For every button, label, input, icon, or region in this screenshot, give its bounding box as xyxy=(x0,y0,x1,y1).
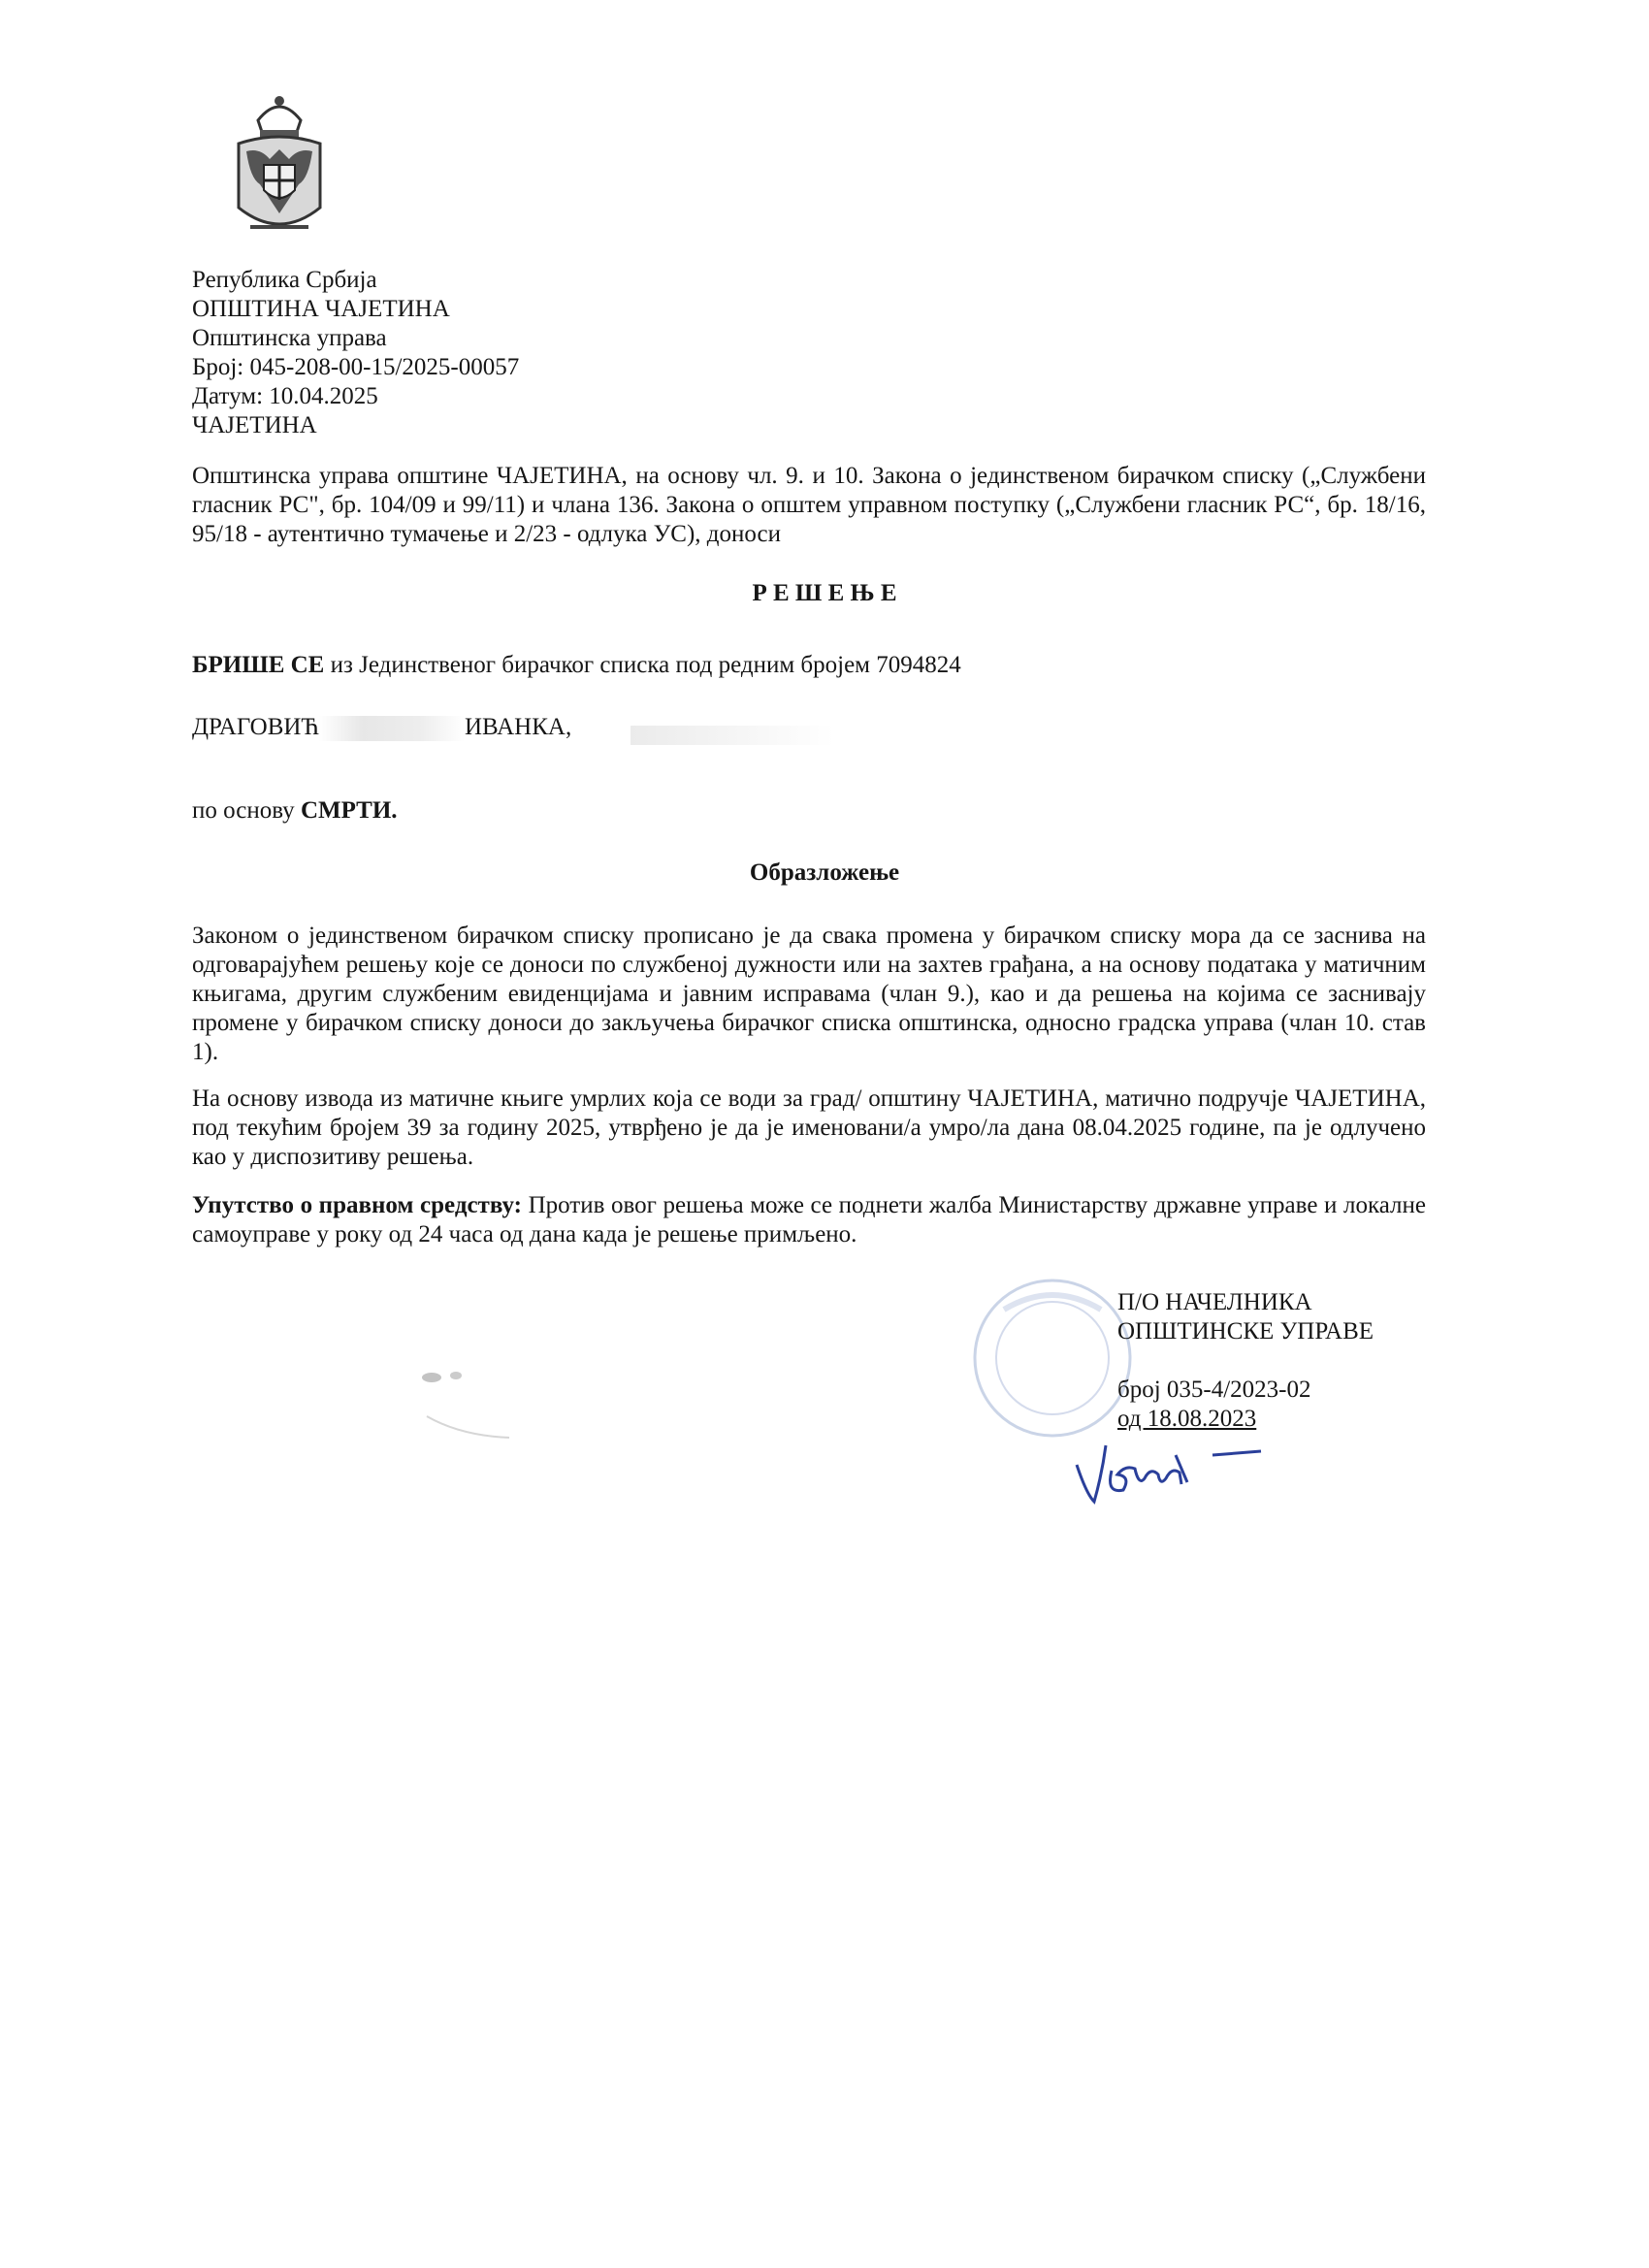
decision-title: Р Е Ш Е Њ Е xyxy=(752,580,897,606)
official-stamp xyxy=(965,1271,1140,1445)
decision-line xyxy=(192,652,961,679)
basis-line xyxy=(192,797,398,825)
preamble: Општинска управа општине ЧАЈЕТИНА, на основу чл. 9. и 10. Закона о јединственом бирачком списку („Службени гласник РС", бр. 104/09 и 99/11) и члана 136. Закона о општем управном поступку („Службени гласник РС“, бр. 18/16, 95/18 - аутентично тумачење и 2/23 - одлука УС), доноси xyxy=(192,463,1426,547)
document-place: ЧАЈЕТИНА xyxy=(192,412,317,438)
signatory-title-1: П/О НАЧЕЛНИКА xyxy=(1117,1289,1312,1315)
handwritten-signature xyxy=(1067,1426,1300,1513)
redacted-middle-name xyxy=(319,716,465,741)
legal-remedy-label: Упутство о правном средству: xyxy=(192,1192,522,1218)
coat-of-arms-emblem xyxy=(231,91,328,241)
country-name: Република Србија xyxy=(192,267,377,293)
person-firstname: ИВАНКА, xyxy=(464,714,572,740)
explanation-paragraph-2: На основу извода из матичне књиге умрлих која се води за град/ општину ЧАЈЕТИНА, матично подручје ЧАЈЕТИНА, под текућим бројем 39 за годину 2025, утврђено је да је именовани/а умро/ла дана 08.04.2025 године, па је одлучено као у диспозитиву решења. xyxy=(192,1085,1426,1170)
signatory-title-2: ОПШТИНСКЕ УПРАВЕ xyxy=(1117,1318,1374,1345)
person-name-line xyxy=(192,714,571,741)
legal-remedy-paragraph xyxy=(192,1191,1426,1249)
scan-smudge xyxy=(412,1358,529,1445)
signature-block xyxy=(1117,1288,1374,1434)
person-surname: ДРАГОВИЋ xyxy=(192,714,319,740)
explanation-title: Образложење xyxy=(749,859,900,886)
administration-name: Општинска управа xyxy=(192,325,387,351)
explanation-paragraph-1: Законом о јединственом бирачком списку прописано је да свака промена у бирачком списку мора да се заснива на одговарајућем решењу које се доноси по службеној дужности или на захтев грађана, а на основу података у матичним књигама, другим службеним евиденцијама и јавним исправама (члан 9.), као и да решења на којима се заснивају промене у бирачком списку доноси до закључења бирачког списка општинска, односно градска управа (члан 10. став 1). xyxy=(192,923,1426,1065)
authorization-number: број 035-4/2023-02 xyxy=(1117,1377,1311,1403)
document-number: Број: 045-208-00-15/2025-00057 xyxy=(192,354,520,380)
deleted-label: БРИШЕ СЕ xyxy=(192,652,325,678)
document-header xyxy=(192,266,519,440)
deleted-text: из Јединственог бирачког списка под редним бројем 7094824 xyxy=(324,652,961,678)
redacted-trailing-data xyxy=(630,726,834,745)
basis-prefix: по основу xyxy=(192,797,301,824)
authorization-date: од 18.08.2023 xyxy=(1117,1406,1257,1432)
legal-remedy-text: Против овог решења може се поднети жалба Министарству државне управе и локалне самоуправе у року од 24 часа од дана када је решење примљено. xyxy=(192,1192,1426,1247)
basis-reason: СМРТИ. xyxy=(300,797,398,824)
municipality-name: ОПШТИНА ЧАЈЕТИНА xyxy=(192,296,450,322)
document-date: Датум: 10.04.2025 xyxy=(192,383,378,409)
